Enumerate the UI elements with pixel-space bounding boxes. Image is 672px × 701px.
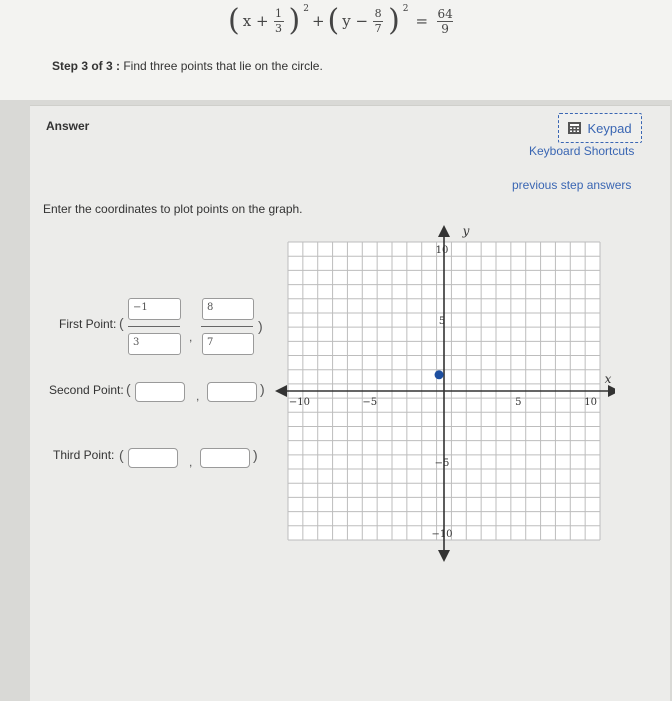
coordinate-graph[interactable] [275, 225, 615, 570]
open-paren: ( [228, 3, 240, 38]
third-point-label: Third Point: [53, 448, 115, 462]
y-tick-label: −5 [434, 457, 450, 469]
x-axis-label: x [604, 372, 612, 386]
calculator-icon [568, 122, 581, 134]
x-axis-right-arrow-icon [608, 385, 615, 397]
y-tick-label: 10 [435, 245, 449, 257]
first-point-close-paren: ) [258, 318, 263, 334]
step-instruction: Step 3 of 3 : Find three points that lie on the circle. [52, 59, 323, 73]
third-point-close-paren: ) [253, 447, 258, 463]
first-point-x-numerator[interactable]: −1 [128, 298, 181, 320]
open-paren: ( [327, 3, 340, 38]
plus-sign: + [311, 12, 325, 30]
first-point-x-denominator[interactable]: 3 [128, 333, 181, 355]
keypad-button[interactable] [558, 113, 642, 143]
equals-sign: = [415, 12, 429, 30]
third-point-x-input[interactable] [128, 448, 178, 468]
third-point-y-input[interactable] [200, 448, 250, 468]
keyboard-shortcuts-link[interactable]: Keyboard Shortcuts [529, 144, 635, 158]
y-axis-up-arrow-icon [438, 225, 450, 237]
first-point-x-fraction-bar [128, 326, 180, 327]
second-point-close-paren: ) [260, 381, 265, 397]
graph-instructions: Enter the coordinates to plot points on the graph. [43, 202, 303, 216]
y-axis-down-arrow-icon [438, 550, 450, 562]
x-term: x + [242, 12, 269, 30]
third-point-open-paren: ( [119, 447, 124, 463]
second-point-y-input[interactable] [207, 382, 257, 402]
first-point-comma: , [189, 330, 193, 344]
x-tick-label: 5 [515, 397, 522, 408]
third-point-comma: , [189, 455, 193, 469]
second-point-x-input[interactable] [135, 382, 185, 402]
exponent: 2 [402, 4, 409, 14]
y-term: y − [342, 12, 369, 30]
previous-step-answers-link[interactable]: previous step answers [512, 178, 632, 192]
second-point-label: Second Point: [49, 383, 124, 397]
close-paren: ) [388, 3, 400, 38]
plotted-point[interactable] [435, 370, 444, 379]
x-tick-label: 10 [584, 397, 597, 408]
first-point-label: First Point: [59, 317, 117, 331]
first-point-y-denominator[interactable]: 7 [202, 333, 254, 355]
circle-equation [228, 3, 455, 38]
first-point-y-numerator[interactable]: 8 [202, 298, 254, 320]
close-paren: ) [288, 3, 301, 38]
y-fraction: $\frac{8}{7}$ [374, 6, 382, 35]
x-tick-label: −10 [288, 397, 310, 408]
keypad-label: Keypad [587, 120, 632, 136]
y-axis-label: y [462, 225, 470, 238]
first-point-open-paren: ( [119, 315, 124, 331]
x-fraction: $\frac{1}{3}$ [275, 6, 283, 35]
second-point-open-paren: ( [126, 381, 131, 397]
answer-heading: Answer [46, 119, 90, 133]
exponent: 2 [303, 4, 309, 14]
rhs-fraction: $\frac{64}{9}$ [437, 6, 453, 36]
y-tick-label: −10 [431, 528, 453, 540]
x-tick-label: −5 [362, 397, 378, 408]
second-point-comma: , [196, 389, 200, 403]
first-point-y-fraction-bar [201, 326, 253, 327]
x-axis-left-arrow-icon [275, 385, 287, 397]
y-tick-label: 5 [438, 316, 446, 328]
